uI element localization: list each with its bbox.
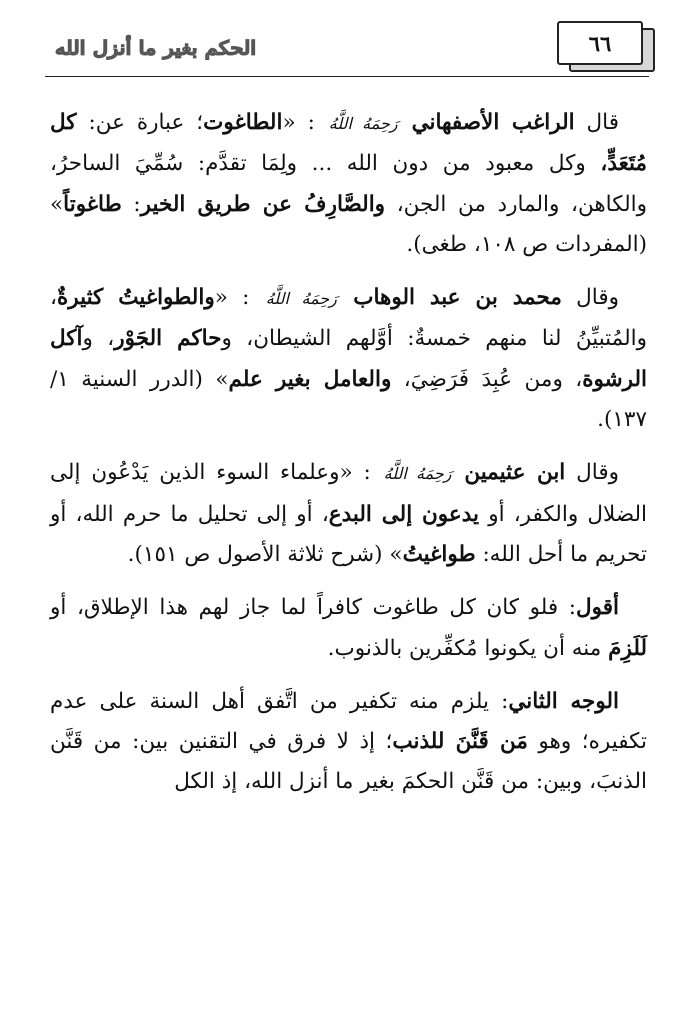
text-run: وقال <box>561 285 620 311</box>
text-run: : <box>121 191 141 217</box>
honorific-glyph: رَحِمَهُ اللَّهُ <box>265 289 337 309</box>
bold-term: الطاغوت <box>203 110 283 135</box>
scholar-name: الراغب الأصفهاني <box>411 110 575 135</box>
bold-term: كل مُتَعَدٍّ، <box>50 110 647 177</box>
text-run: ؛ إذ لا فرق في التقنين بين: من قَنَّن الذنبَ، وبين: من قَنَّن الحكمَ بغير ما أنزل الله، إذ الكل <box>50 729 647 795</box>
bold-term: والعامل بغير علم <box>228 366 392 392</box>
paragraph-second-aspect <box>50 682 647 803</box>
citation: » (شرح ثلاثة الأصول ص ١٥١). <box>127 541 403 567</box>
bold-term: آكل الرشوة <box>50 326 648 392</box>
text-run: ، و <box>82 326 115 352</box>
text-run: وقال <box>565 460 619 486</box>
bold-term: يدعون إلى البدع <box>328 501 480 527</box>
page-number-box <box>557 21 649 73</box>
bold-term: طاغوتاً <box>63 191 122 217</box>
bold-term: مَن قَنَّنَ للذنب <box>392 729 528 755</box>
citation: » (المفردات ص ١٠٨، طغى). <box>50 191 647 257</box>
text-run: قال <box>574 110 620 135</box>
bold-term: طواغيتُ <box>402 541 476 567</box>
page-header <box>45 18 649 76</box>
paragraph-aqul <box>50 588 647 669</box>
paragraph-ibn-abd-al-wahhab <box>50 278 647 440</box>
text-run: : فلو كان كل طاغوت كافراً لما جاز لهم هذا الإطلاق، أو <box>50 595 577 621</box>
text-run: ؛ عبارة عن: <box>76 110 204 135</box>
text-run: منه أن يكونوا مُكفِّرين بالذنوب. <box>327 635 609 661</box>
paragraph-raghib <box>50 103 647 265</box>
honorific-glyph: رَحِمَهُ اللَّهُ <box>328 114 398 133</box>
text-run: وكل معبود من دون الله ... ولِمَا تقدَّم: سُمِّيَ الساحرُ، والكاهن، والمارد من الجن، <box>50 151 647 217</box>
citation: » (الدرر السنية ١/ ١٣٧). <box>50 366 647 433</box>
text-run: : « <box>282 110 327 135</box>
paragraph-ibn-uthaymin <box>50 453 647 575</box>
bold-term: أقول <box>576 595 619 621</box>
page-body <box>50 103 647 803</box>
scholar-name: محمد بن عبد الوهاب <box>353 285 562 311</box>
bold-term: والطواغيتُ كثيرةٌ <box>56 285 215 311</box>
bold-term: لَلَزِمَ <box>608 635 647 661</box>
bold-term: والصَّارِفُ عن طريق الخير <box>140 191 386 217</box>
text-run: ، أو إلى تحليل ما حرم الله، أو تحريم ما أحل الله: <box>50 501 647 567</box>
text-run: ، والمُتبيِّنُ لنا منهم خمسةٌ: أوَّلهم الشيطان، و <box>50 285 648 352</box>
bold-term: حاكم الجَوْر <box>114 326 222 352</box>
text-run: : يلزم منه تكفير من اتَّفق أهل السنة على عدم تكفيره؛ وهو <box>50 688 647 755</box>
scholar-name: ابن عثيمين <box>464 460 566 486</box>
text-run: ، ومن عُبِدَ فَرَضِيَ، <box>391 366 583 392</box>
section-heading: الوجه الثاني <box>508 688 619 714</box>
text-run: : « <box>214 285 264 311</box>
honorific-glyph: رَحِمَهُ اللَّهُ <box>383 464 452 484</box>
text-run: : «وعلماء السوء الذين يَدْعُون إلى الضلال والكفر، أو <box>50 460 647 527</box>
book-title-logo: الحكم بغير ما أنزل الله <box>55 35 257 59</box>
header-divider <box>45 76 649 77</box>
page-number: ٦٦ <box>557 21 643 65</box>
